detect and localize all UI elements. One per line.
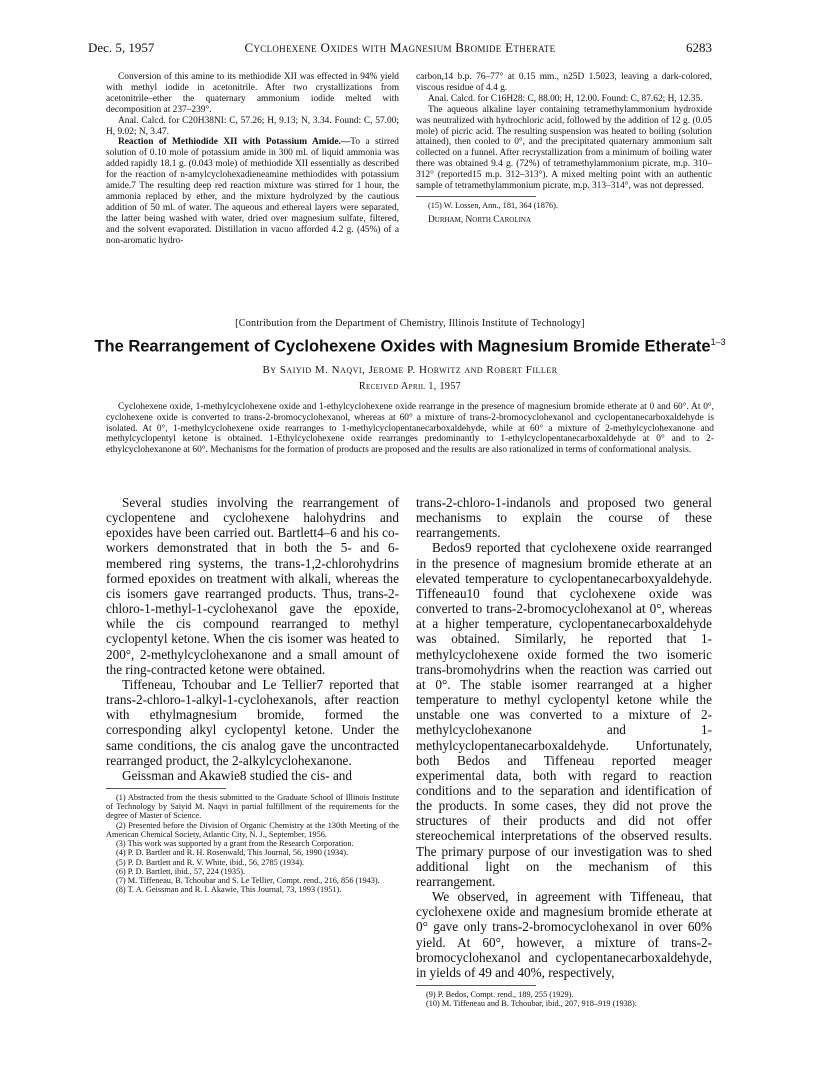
footnote: (7) M. Tiffeneau, B. Tchoubar and S. Le Tellier, Compt. rend., 216, 856 (1943). <box>116 876 380 886</box>
footnote: (3) This work was supported by a grant from the Research Corporation. <box>116 839 354 849</box>
body-right-column <box>416 495 712 1009</box>
footnote: (6) P. D. Bartlett, ibid., 57, 224 (1935). <box>116 866 246 876</box>
header-page-number: 6283 <box>686 40 712 55</box>
body-right-paragraph: We observed, in agreement with Tiffeneau, that cyclohexene oxide and magnesium bromide etherate at 0° gave only trans-2-bromocyclohexanol in over 60% yield. At 60°, however, a mixture of trans-2-bromocyclohexanol and cyclopentanecarboxaldehyde, in yields of 49 and 40%, respectively, <box>416 889 712 980</box>
prev-right-analysis: Anal. Calcd. for C16H28: C, 88.00; H, 12.00. Found: C, 87.62; H, 12.35. <box>428 93 703 104</box>
article-abstract: Cyclohexene oxide, 1-methylcyclohexene oxide and 1-ethylcyclohexene oxide rearrange in the presence of magnesium bromide etherate at 0 and 60°. At 0°, cyclohexene oxide is converted to trans-2-bromocyclohexanol, whereas at 60° a mixture of trans-2-bromocyclohexanol and cyclopentanecarboxaldehyde is isolated. At 0°, 1-methylcyclohexene oxide rearranges to 1-methylcyclopentanecarboxaldehyde, while at 60° a mixture of 2-methylcyclohexanone and methylcyclopentyl ketone is obtained. 1-Ethylcyclohexene oxide rearranges predominantly to 1-ethylcyclopentanecarboxaldehyde at 0° and to 2-ethylcyclohexanone at 60°. Mechanisms for the formation of products are proposed and the results are also rationalized in terms of conformational analysis. <box>106 402 714 456</box>
prev-left-paragraph-3-text: To a stirred solution of 0.10 mole of potassium amide in 300 ml. of liquid ammonia was added rapidly 18.1 g. (0.043 mole) of methiodide XII essentially as described for the reaction of n-amylcyclohexadieneamine methiodides with potassium amide.7 The resulting deep red reaction mixture was stirred for 1 hour, the ammonia replaced by ether, and the mixture hydrolyzed by the cautious addition of 50 ml. of water. The aqueous and ethereal layers were separated, the latter being washed with water, dried over magnesium sulfate, filtered, and the solvent evaporated. Distillation in vacuo afforded 4.2 g. (45%) of a non-aromatic hydro- <box>106 137 399 246</box>
body-right-paragraph: Bedos9 reported that cyclohexene oxide rearranged in the presence of magnesium bromide etherate at an elevated temperature to cyclopentanecarboxyaldehyde. Tiffeneau10 found that cyclohexene oxide was converted to trans-2-bromocyclohexanol at 0°, whereas at a higher temperature, cyclopentanecarboxaldehyde was obtained. Similarly, he reported that 1-methylcyclohexene oxide formed the two isomeric trans-bromohydrins when the reaction was carried out at 0°. The stable isomer rearranged at a higher temperature to methyl cyclopentyl ketone while the unstable one was converted to a mixture of 2-methylcyclohexanone and 1-methylcyclopentanecarboxaldehyde. Unfortunately, both Bedos and Tiffeneau reported meager experimental data, both with regard to reaction conditions and to the separation and identification of the products. In some cases, they did not prove the structures of their products and did not offer stereochemical interpretations of the observed results. The primary purpose of our investigation was to shed additional light on the mechanism of this rearrangement. <box>416 540 712 889</box>
prev-right-paragraph-1: carbon,14 b.p. 76–77° at 0.15 mm., n25D 1.5023, leaving a dark-colored, viscous residue of 4.4 g. <box>416 72 712 93</box>
prev-article-location: Durham, North Carolina <box>428 214 532 225</box>
prev-footnote-rule <box>416 196 536 197</box>
prev-left-paragraph-1: Conversion of this amine to its methiodide XII was effected in 94% yield with methyl iodide in acetonitrile. After two crystallizations from acetonitrile–ether the quaternary ammonium iodide melted with decomposition at 237–239°. <box>106 72 399 115</box>
footnote-rule-left <box>106 788 226 789</box>
footnote: (8) T. A. Geissman and R. I. Akawie, This Journal, 73, 1993 (1951). <box>116 885 342 895</box>
prev-left-paragraph-3 <box>106 137 399 246</box>
body-left-column <box>106 495 399 895</box>
footnote: (4) P. D. Bartlett and R. H. Rosenwald, This Journal, 56, 1990 (1934). <box>116 848 349 858</box>
article-title <box>0 337 820 357</box>
prev-article-right-column <box>416 72 712 226</box>
header-running-title: Cyclohexene Oxides with Magnesium Bromide Etherate <box>244 40 556 55</box>
prev-footnote-15: (15) W. Lossen, Ann., 181, 364 (1876). <box>428 200 558 210</box>
prev-right-paragraph-3: The aqueous alkaline layer containing tetramethylammonium hydroxide was neutralized with hydrochloric acid, followed by the addition of 12 g. (0.05 mole) of picric acid. The resulting suspension was heated to boiling (solution attained), then cooled to 0°, and the precipitated quaternary ammonium salt collected on a funnel. After recrystallization from a minimum of boiling water there was obtained 9.4 g. (72%) of tetramethylammonium picrate, m.p. 310–312° (reported15 m.p. 312–313°). A mixed melting point with an authentic sample of tetramethylammonium picrate, m.p. 313–314°, was not depressed. <box>416 104 712 192</box>
article-title-text: The Rearrangement of Cyclohexene Oxides with Magnesium Bromide Etherate <box>94 337 711 356</box>
footnote: (1) Abstracted from the thesis submitted to the Graduate School of Illinois Institute of Technology by Saiyid M. Naqvi in partial fulfillment of the requirements for the degree of Master of Science. <box>106 792 399 821</box>
footnote: (10) M. Tiffeneau and B. Tchoubar, ibid., 207, 918–919 (1938). <box>426 999 637 1009</box>
footnotes-right <box>416 990 712 1009</box>
body-left-paragraph: Tiffeneau, Tchoubar and Le Tellier7 reported that trans-2-chloro-1-alkyl-1-cyclohexanols, after reaction with ethylmagnesium bromide, formed the corresponding alkyl cyclopentyl ketone. Under the same conditions, the cis analog gave the uncontracted rearranged product, the 2-alkylcyclohexanone. <box>106 676 399 768</box>
received-date: Received April 1, 1957 <box>358 381 462 392</box>
footnotes-left <box>106 793 399 895</box>
contribution-line: [Contribution from the Department of Chemistry, Illinois Institute of Technology] <box>235 318 585 329</box>
footnote: (9) P. Bedos, Compt. rend., 189, 255 (1929). <box>426 990 574 999</box>
prev-left-paragraph-3-heading: Reaction of Methiodide XII with Potassium Amide.— <box>118 137 351 148</box>
article-title-footnote-marks: 1–3 <box>710 337 726 347</box>
prev-left-analysis: Anal. Calcd. for C20H38NI: C, 57.26; H, 9.13; N, 3.34. Found: C, 57.00; H, 9.02; N, 3.47. <box>106 115 399 137</box>
body-left-paragraph: Several studies involving the rearrangement of cyclopentene and cyclohexene halohydrins and epoxides have been carried out. Bartlett4–6 and his co-workers demonstrated that in both the 5- and 6-membered ring systems, the trans-1,2-chlorohydrins formed epoxides on treatment with alkali, whereas the cis isomers gave rearranged products. Thus, trans-2-chloro-1-methyl-1-cyclohexanol gave the epoxide, while the cis compound rearranged to methyl cyclopentyl ketone. When the cis isomer was heated to 200°, 2-methylcyclohexanone and a small amount of the ring-contracted ketone were obtained. <box>106 495 399 677</box>
footnote: (2) Presented before the Division of Organic Chemistry at the 130th Meeting of the American Chemical Society, Atlantic City, N. J., September, 1956. <box>106 820 399 839</box>
prev-article-left-column <box>106 72 399 247</box>
header-date: Dec. 5, 1957 <box>88 40 155 55</box>
footnote: (5) P. D. Bartlett and R. V. White, ibid., 56, 2785 (1934). <box>116 857 305 867</box>
body-right-paragraph: trans-2-chloro-1-indanols and proposed two general mechanisms to explain the course of these rearrangements. <box>416 495 712 541</box>
article-authors: By Saiyid M. Naqvi, Jerome P. Horwitz and Robert Filler <box>262 364 558 376</box>
body-left-paragraph: Geissman and Akawie8 studied the cis- and <box>122 767 352 783</box>
footnote-rule-right <box>416 985 536 986</box>
running-header <box>88 40 712 58</box>
